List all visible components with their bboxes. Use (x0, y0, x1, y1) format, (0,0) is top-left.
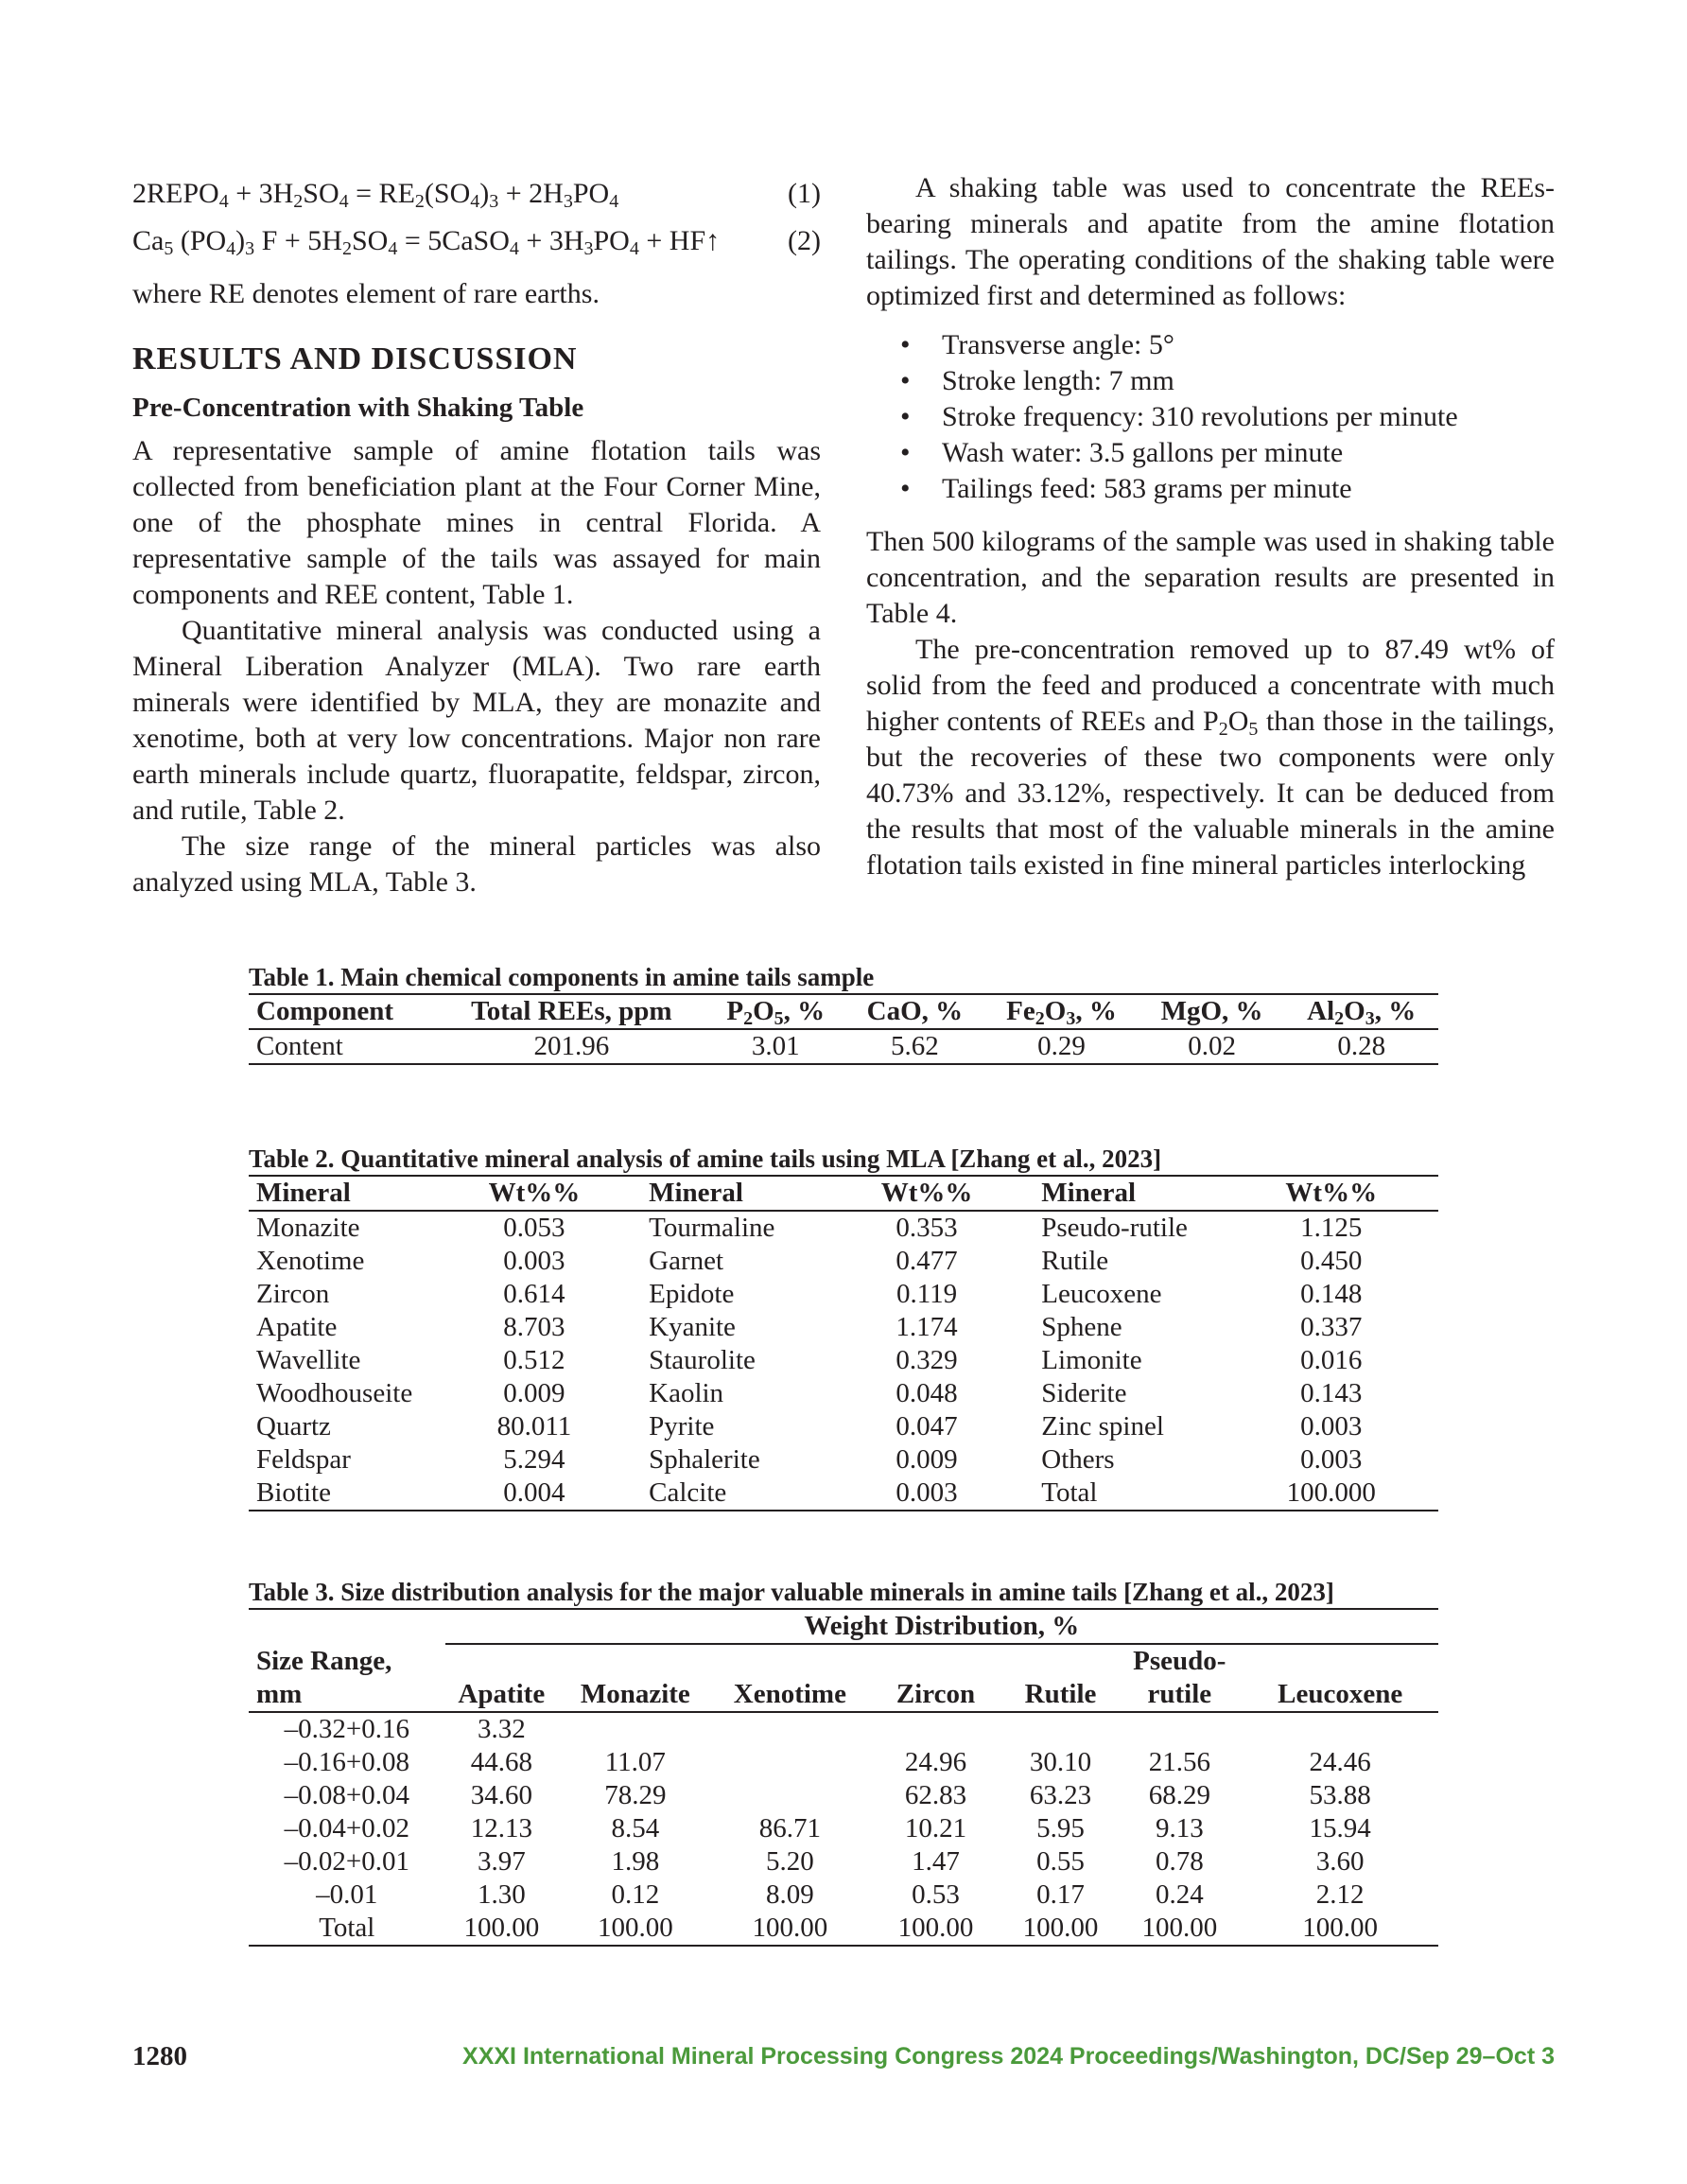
table-cell: Staurolite (649, 1345, 756, 1375)
table-2 (249, 1143, 1438, 1511)
table-cell: 100.00 (597, 1913, 673, 1943)
table-row (249, 1912, 1438, 1946)
bullet-icon: • (900, 473, 911, 504)
equation-2-number: (2) (788, 225, 821, 256)
equation-1-number: (1) (788, 178, 821, 209)
table-cell (713, 1746, 868, 1779)
table-cell: 0.477 (896, 1246, 958, 1276)
table-cell: 78.29 (604, 1780, 667, 1810)
table-3-body (249, 1712, 1438, 1946)
table-header: Wt%% (880, 1178, 973, 1208)
table-cell: 62.83 (904, 1780, 967, 1810)
table-row (249, 1344, 1438, 1377)
table-cell: Tourmaline (649, 1213, 775, 1243)
table-cell: Calcite (649, 1477, 727, 1508)
table-row (249, 1443, 1438, 1476)
table-3-caption: Table 3. Size distribution analysis for the major valuable minerals in amine tails [Zhang et al., 2023] (249, 1578, 1334, 1606)
table-cell: Total (1041, 1477, 1098, 1508)
table-row (249, 1712, 1438, 1746)
table-cell: 100.00 (1302, 1913, 1379, 1943)
table-header: Leucoxene (1278, 1679, 1403, 1709)
table-row (249, 1812, 1438, 1845)
table-cell: 15.94 (1309, 1813, 1371, 1843)
table-cell: 100.000 (1286, 1477, 1376, 1508)
table-cell: 0.337 (1300, 1312, 1363, 1342)
table-cell: 0.24 (1155, 1879, 1204, 1910)
table-cell: 0.004 (503, 1477, 565, 1508)
table-cell: Garnet (649, 1246, 724, 1276)
table-cell (558, 1712, 713, 1746)
table-cell: 30.10 (1029, 1747, 1092, 1777)
table-cell: 100.00 (463, 1913, 540, 1943)
table-3 (249, 1576, 1438, 1947)
table-cell: Others (1041, 1444, 1115, 1475)
table-1-grid (249, 993, 1438, 1065)
size-range-cell: Total (319, 1913, 375, 1943)
table-row (249, 1211, 1438, 1245)
subsection-heading: Pre-Concentration with Shaking Table (132, 393, 584, 423)
bullet-icon: • (900, 329, 911, 360)
table-header: $Fe_2O_3$, % (1006, 996, 1117, 1029)
table-cell (1004, 1712, 1118, 1746)
table-cell: 5.294 (503, 1444, 565, 1475)
table-cell: 0.053 (503, 1213, 565, 1243)
table-row (249, 1311, 1438, 1344)
table-header: $Al_2O_3$, % (1307, 996, 1417, 1029)
table-cell: Apatite (256, 1312, 338, 1342)
table-header: Apatite (458, 1679, 546, 1709)
table-cell: 8.09 (765, 1879, 814, 1910)
page-footer (132, 2037, 1555, 2075)
table-header: MgO, % (1160, 996, 1263, 1026)
table-1 (249, 961, 1438, 1065)
table-cell: Leucoxene (1041, 1279, 1162, 1309)
table-cell: 53.88 (1309, 1780, 1371, 1810)
table-cell: 3.60 (1315, 1846, 1365, 1877)
table-header: Total REEs, ppm (471, 996, 672, 1026)
table-cell: 80.011 (496, 1411, 572, 1441)
table-cell: Xenotime (256, 1246, 365, 1276)
left-paragraph-1: A representative sample of amine flotation tails was collected from beneficiation plant at the Four Corner Mine, one of the phosphate mines in central Florida. A representative sample of the tails was assayed for main components and REE content, Table 1. (132, 435, 821, 610)
left-paragraph-2: Quantitative mineral analysis was conducted using a Mineral Liberation Analyzer (MLA). Two rare earth minerals were identified by MLA, they are monazite and xenotime, both at very low concentrations. Major non rare earth minerals include quartz, fluorapatite, feldspar, zircon, and rutile, Table 2. (132, 615, 821, 826)
table-cell: 1.30 (477, 1879, 526, 1910)
bullet-icon: • (900, 365, 911, 396)
bullet-icon: • (900, 401, 911, 432)
table-cell: 0.003 (503, 1246, 565, 1276)
table-cell: Zircon (256, 1279, 330, 1309)
table-cell: 5.20 (765, 1846, 814, 1877)
table-row (249, 1746, 1438, 1779)
table-cell: Wavellite (256, 1345, 361, 1375)
table-cell: 0.143 (1300, 1378, 1363, 1408)
table-cell: 11.07 (604, 1747, 666, 1777)
table-cell: 0.148 (1300, 1279, 1363, 1309)
table-row (249, 1779, 1438, 1812)
table-cell: Sphene (1041, 1312, 1122, 1342)
left-paragraph-3: The size range of the mineral particles was also analyzed using MLA, Table 3. (132, 830, 821, 898)
table-cell: 0.329 (896, 1345, 958, 1375)
table-cell: Biotite (256, 1477, 331, 1508)
table-cell (1117, 1712, 1242, 1746)
table-cell: 0.512 (503, 1345, 565, 1375)
table-cell: Epidote (649, 1279, 735, 1309)
equation-2 (132, 218, 821, 265)
operating-conditions-list (866, 327, 1555, 507)
table-cell: 0.009 (503, 1378, 565, 1408)
section-heading: RESULTS AND DISCUSSION (132, 341, 578, 376)
table-cell: 1.47 (912, 1846, 960, 1877)
table-row (249, 1245, 1438, 1278)
table-cell (1242, 1712, 1438, 1746)
equation-1 (132, 170, 821, 218)
table-header: Wt%% (1285, 1178, 1378, 1208)
table-cell: 0.17 (1036, 1879, 1085, 1910)
weight-distribution-header: Weight Distribution, % (445, 1609, 1438, 1644)
page-number: 1280 (132, 2040, 187, 2071)
list-item: • Transverse angle: 5° (900, 327, 1555, 363)
table-cell: Feldspar (256, 1444, 351, 1475)
table-header: Monazite (580, 1679, 690, 1709)
size-range-cell: –0.01 (316, 1879, 378, 1910)
size-range-cell: –0.08+0.04 (284, 1780, 409, 1810)
table-cell (867, 1712, 1004, 1746)
right-paragraph-1: A shaking table was used to concentrate the REEs-bearing minerals and apatite from the amine flotation tailings. The operating conditions of the shaking table were optimized first and determined as follows: (866, 172, 1555, 311)
table-cell: Kaolin (649, 1378, 724, 1408)
table-2-grid (249, 1175, 1438, 1511)
right-paragraph-2: Then 500 kilograms of the sample was used in shaking table concentration, and the separation results are presented in Table 4. (866, 526, 1555, 629)
table-cell: 3.32 (477, 1714, 526, 1744)
table-cell: 0.048 (896, 1378, 958, 1408)
size-range-cell: –0.04+0.02 (284, 1813, 409, 1843)
table-2-caption: Table 2. Quantitative mineral analysis of amine tails using MLA [Zhang et al., 2023] (249, 1144, 1162, 1173)
left-column (132, 170, 821, 900)
table-cell: 1.174 (896, 1312, 958, 1342)
table-cell: Limonite (1041, 1345, 1142, 1375)
table-header: Size Range, mm (256, 1646, 392, 1709)
table-cell: 0.003 (1300, 1444, 1363, 1475)
table-cell: 34.60 (470, 1780, 532, 1810)
list-item: • Stroke length: 7 mm (900, 363, 1555, 399)
table-header: Mineral (649, 1178, 743, 1208)
table-row (249, 1878, 1438, 1912)
table-cell: 24.46 (1309, 1747, 1371, 1777)
table-cell: Pseudo-rutile (1041, 1213, 1188, 1243)
table-row (249, 1845, 1438, 1878)
table-header: rutile (1147, 1679, 1212, 1709)
table-cell (713, 1779, 868, 1812)
table-cell: 12.13 (470, 1813, 532, 1843)
table-cell: 0.12 (611, 1879, 660, 1910)
table-1-caption: Table 1. Main chemical components in amine tails sample (249, 963, 875, 991)
table-header: $P_2O_5$, % (726, 996, 826, 1029)
table-cell: 8.54 (611, 1813, 660, 1843)
table-cell: Zinc spinel (1041, 1411, 1164, 1441)
table-row (249, 1278, 1438, 1311)
table-cell: 86.71 (758, 1813, 821, 1843)
table-cell: 0.119 (896, 1279, 958, 1309)
equation-2-formula: $Ca_5$ $(PO_4)_3$ $F + 5H_2SO_4$ = 5CaSO$_4$ + $3H_3PO_4$ + HF↑ (132, 225, 721, 259)
table-cell: 100.00 (897, 1913, 974, 1943)
table-cell: 0.353 (896, 1213, 958, 1243)
table-header: Pseudo- (1133, 1646, 1226, 1676)
table-cell: Pyrite (649, 1411, 715, 1441)
table-cell: 0.016 (1300, 1345, 1363, 1375)
table-cell: 21.56 (1148, 1747, 1210, 1777)
where-text: where RE denotes element of rare earths. (132, 278, 600, 309)
table-cell: 10.21 (904, 1813, 967, 1843)
table-header: Wt%% (488, 1178, 581, 1208)
table-cell: Rutile (1041, 1246, 1109, 1276)
table-header: Mineral (256, 1178, 351, 1208)
list-item: • Wash water: 3.5 gallons per minute (900, 435, 1555, 471)
table-row (249, 1476, 1438, 1511)
table-header: Xenotime (733, 1679, 846, 1709)
table-header: CaO, % (866, 996, 964, 1026)
table-header: Component (256, 996, 394, 1026)
table-cell: 0.53 (912, 1879, 960, 1910)
table-cell: 8.703 (503, 1312, 565, 1342)
table-cell: 0.450 (1300, 1246, 1363, 1276)
table-2-body (249, 1211, 1438, 1511)
table-cell: 3.97 (477, 1846, 526, 1877)
table-cell: 0.003 (896, 1477, 958, 1508)
table-cell: 100.00 (752, 1913, 828, 1943)
table-cell: 1.125 (1300, 1213, 1363, 1243)
table-3-grid (249, 1608, 1438, 1947)
size-range-cell: –0.02+0.01 (284, 1846, 409, 1877)
table-header: Mineral (1041, 1178, 1137, 1208)
table-cell: 0.55 (1036, 1846, 1085, 1877)
table-cell: Sphalerite (649, 1444, 760, 1475)
table-cell: 9.13 (1155, 1813, 1204, 1843)
table-cell: Woodhouseite (256, 1378, 413, 1408)
right-paragraph-3: The pre-concentration removed up to 87.49 wt% of solid from the feed and produced a concentrate with much higher contents of REEs and $P_2O_5$ than those in the tailings, but the recoveries of these two components were only 40.73% and 33.12%, respectively. It can be deduced from the results that most of the valuable minerals in the amine flotation tails existed in fine mineral particles interlocking (866, 634, 1555, 881)
table-cell: 1.98 (611, 1846, 660, 1877)
table-cell: 0.003 (1300, 1411, 1363, 1441)
table-cell: Kyanite (649, 1312, 736, 1342)
equation-1-formula: $2REPO_4 + 3H_2SO_4 = RE_2(SO_4)_3 + 2H_3PO_4$ (132, 178, 619, 212)
table-cell: Quartz (256, 1411, 331, 1441)
table-cell (713, 1712, 868, 1746)
table-cell: 100.00 (1022, 1913, 1099, 1943)
table-header: Zircon (896, 1679, 976, 1709)
table-cell: 44.68 (470, 1747, 532, 1777)
list-item: • Tailings feed: 583 grams per minute (900, 471, 1555, 507)
size-range-cell: –0.32+0.16 (284, 1714, 409, 1744)
table-cell: 5.95 (1036, 1813, 1085, 1843)
conference-title: XXXI International Mineral Processing Congress 2024 Proceedings/Washington, DC/Sep 29–Oct 3 (462, 2042, 1555, 2070)
table-cell: 0.78 (1155, 1846, 1204, 1877)
bullet-icon: • (900, 437, 911, 468)
table-cell: Siderite (1041, 1378, 1127, 1408)
table-cell: 68.29 (1148, 1780, 1210, 1810)
table-cell: 0.614 (503, 1279, 565, 1309)
table-cell: 0.047 (896, 1411, 958, 1441)
list-item: • Stroke frequency: 310 revolutions per minute (900, 399, 1555, 435)
table-row (249, 1377, 1438, 1410)
table-row (249, 1410, 1438, 1443)
table-cell: 100.00 (1141, 1913, 1218, 1943)
table-cell: 0.009 (896, 1444, 958, 1475)
table-header: Rutile (1024, 1679, 1097, 1709)
table-cell: 63.23 (1029, 1780, 1092, 1810)
size-range-cell: –0.16+0.08 (284, 1747, 409, 1777)
table-cell: 2.12 (1315, 1879, 1365, 1910)
table-cell: Monazite (256, 1213, 360, 1243)
right-column (866, 170, 1555, 883)
table-row: Content 201.96 3.01 5.62 0.29 0.02 0.28 (249, 1029, 1438, 1064)
table-cell: 24.96 (904, 1747, 967, 1777)
